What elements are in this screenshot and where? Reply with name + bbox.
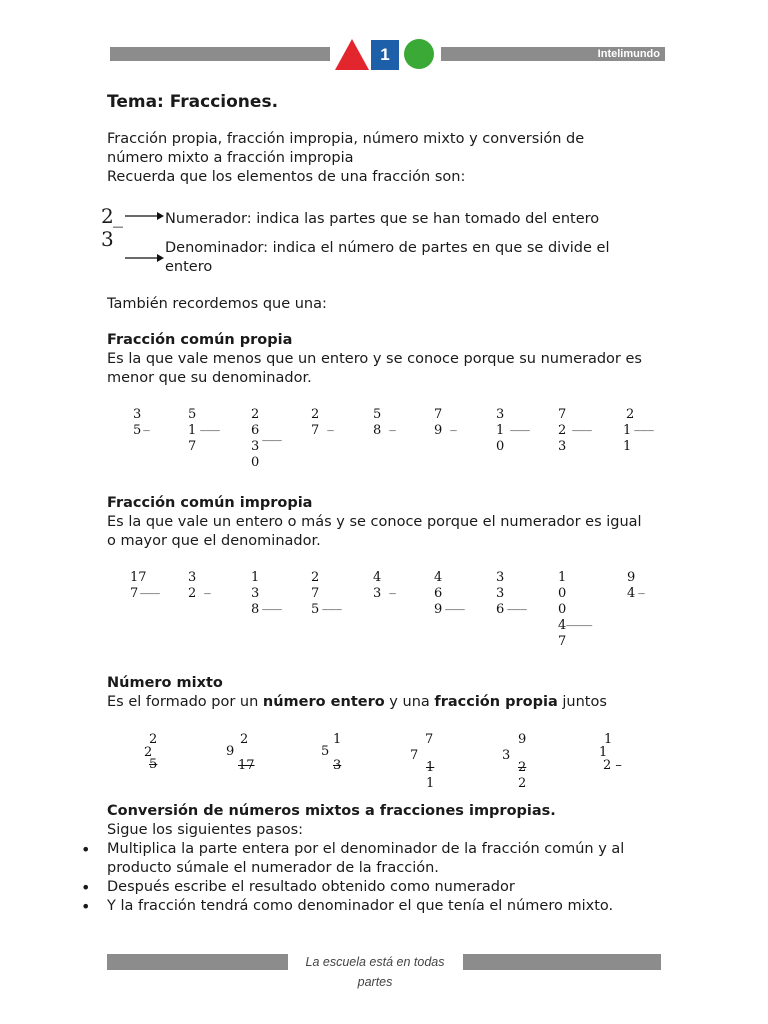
propia-fraction-2: 5 1 ___ 7 [188,407,220,454]
propia-fraction-5: 5 8 _ [373,407,396,438]
propia-fraction-4: 2 7 _ [311,407,334,438]
impropia-fraction-7: 3 3 6 ___ [496,570,527,617]
logo-number: 1 [380,45,390,64]
footer-bar-left [107,954,288,970]
denominator-description-2: entero [165,259,213,275]
intro-line-2: número mixto a fracción impropia [107,150,354,166]
denominator-description-1: Denominador: indica el número de partes en que se divide el [165,240,610,256]
page-title: Tema: Fracciones. [107,92,279,112]
impropia-fraction-4: 2 7 5 ___ [311,570,342,617]
list-item: • Multiplica la parte entera por el denominador de la fracción común y al producto súmale el numerador de la fracción. [107,840,624,878]
impropia-fraction-8: 1 0 0 4____ 7 [558,570,593,649]
propia-line-2: menor que su denominador. [107,370,312,386]
list-item: • Después escribe el resultado obtenido como numerador [107,878,624,897]
impropia-heading: Fracción común impropia [107,495,313,511]
numerator-description: Numerador: indica las partes que se han tomado del entero [165,211,600,227]
impropia-fraction-6: 4 6 9 ___ [434,570,465,617]
logo-square-icon [371,40,399,70]
impropia-fraction-5: 4 3 _ [373,570,396,601]
example-bar: _ [113,204,123,228]
propia-heading: Fracción común propia [107,332,293,348]
brand-name: Intelimundo [597,48,660,60]
propia-line-1: Es la que vale menos que un entero y se conoce porque su numerador es [107,351,642,367]
propia-fraction-7: 3 1 ___ 0 [496,407,530,454]
propia-fraction-9: 2 1 ___ 1 [623,407,654,454]
mixed-number-6: 1 1 2 – [599,732,622,773]
footer-bar-right [463,954,661,970]
mixed-number-4: 7 7 1 1 [410,732,435,791]
intro-line-3: Recuerda que los elementos de una fracción son: [107,169,466,185]
list-item: • Y la fracción tendrá como denominador el que tenía el número mixto. [107,897,624,916]
impropia-line-2: o mayor que el denominador. [107,533,321,549]
intro-line-1: Fracción propia, fracción impropia, número mixto y conversión de [107,131,585,147]
mixed-number-5: 9 3 2 2 [502,732,527,791]
impropia-fraction-1: 17 7 ___ [130,570,160,601]
impropia-fraction-9: 9 4 _ [627,570,645,601]
header-bar-left [110,47,330,61]
propia-fraction-8: 7 2 ___ 3 [558,407,592,454]
impropia-fraction-3: 1 3 8 ___ [251,570,282,617]
footer-tagline: La escuela está en todas partes [305,955,445,989]
impropia-line-1: Es la que vale un entero o más y se conoce porque el numerador es igual [107,514,642,530]
mixed-number-2: 2 9 17 [226,732,255,773]
propia-fraction-3: 2 6 ___ 3 0 [251,407,282,470]
arrow-right-icon [125,252,165,264]
arrow-right-icon [125,210,165,222]
mixed-number-3: 1 5 3 [321,732,342,773]
impropia-fraction-2: 3 2 _ [188,570,211,601]
example-denominator: 3 [101,227,114,251]
logo-circle-icon [403,38,435,70]
conversion-steps [107,840,624,916]
mixto-heading: Número mixto [107,675,223,691]
example-numerator: 2 [101,204,114,228]
recall-text: También recordemos que una: [107,296,327,312]
propia-fraction-6: 7 9 _ [434,407,457,438]
mixto-definition: Es el formado por un número entero y una fracción propia juntos [107,694,607,710]
conversion-heading: Conversión de números mixtos a fracciones impropias. [107,803,556,819]
logo-triangle-icon [334,38,370,71]
mixed-number-1: 2 2 5 [144,732,158,772]
propia-fraction-1: 3 5 _ [133,407,150,438]
conversion-intro: Sigue los siguientes pasos: [107,822,304,838]
